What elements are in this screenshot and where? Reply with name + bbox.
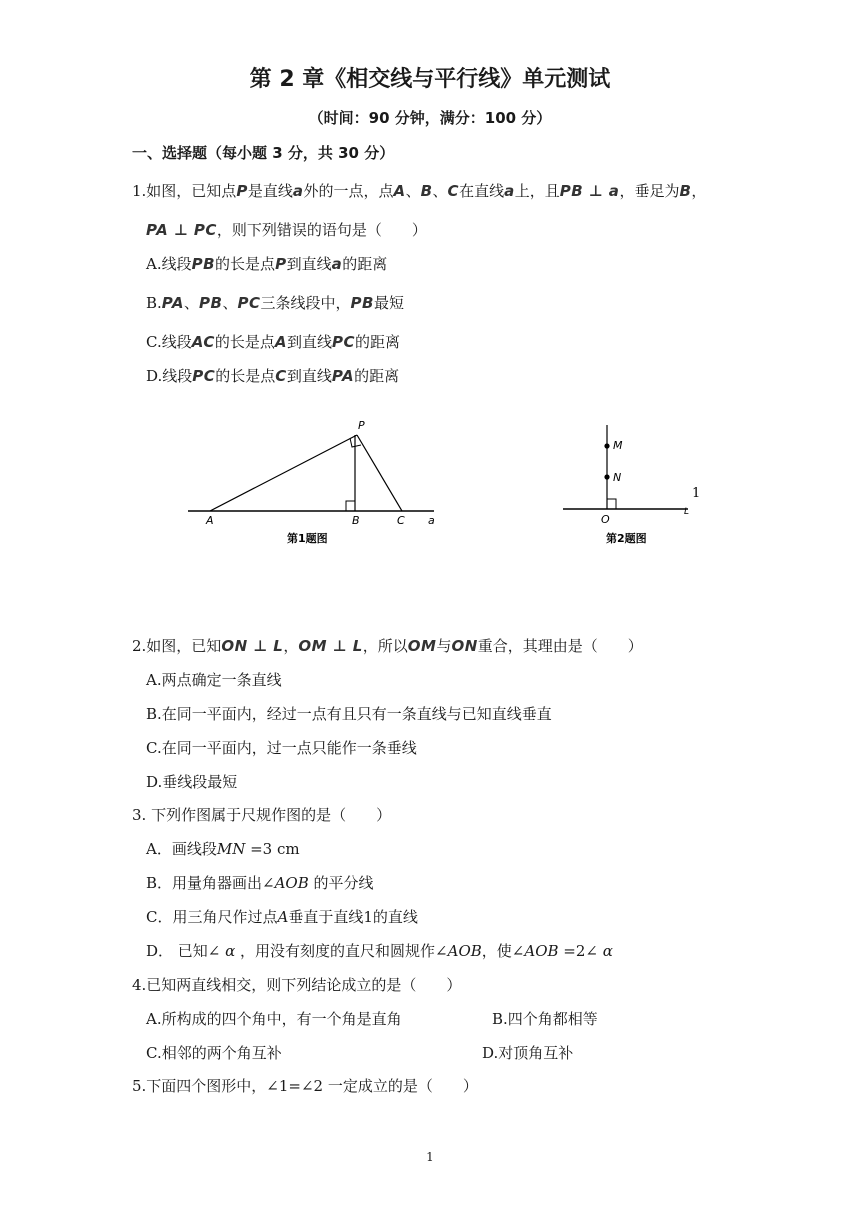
point-m-label: M — [613, 439, 623, 452]
question-1-line-2: PA ⊥ PC，则下列错误的语句是（ ） — [146, 221, 427, 239]
question-5-stem: 5.下面四个图形中，∠1=∠2 一定成立的是（ ） — [132, 1077, 478, 1095]
question-2-option-a: A.两点确定一条直线 — [146, 671, 282, 689]
figure-1-caption: 第1题图 — [287, 532, 328, 545]
question-1-option-c: C.线段AC的长是点A到直线PC的距离 — [146, 333, 401, 351]
point-c-label: C — [397, 514, 405, 527]
question-4-stem: 4.已知两直线相交，则下列结论成立的是（ ） — [132, 976, 462, 994]
figure-2-line-number: 1 — [692, 486, 701, 501]
question-4-option-c: C.相邻的两个角互补 — [146, 1044, 282, 1062]
line-l-label: L — [684, 507, 690, 517]
question-3-option-a: A．画线段MN =3 cm — [146, 840, 300, 858]
figure-1-diagram — [180, 415, 450, 550]
question-3-option-c: C．用三角尺作过点A垂直于直线1的直线 — [146, 908, 418, 926]
question-2-option-c: C.在同一平面内，过一点只能作一条垂线 — [146, 739, 417, 757]
point-b-label: B — [352, 514, 360, 527]
exam-info: （时间：90 分钟，满分：100 分） — [308, 109, 552, 127]
section-heading: 一、选择题（每小题 3 分，共 30 分） — [132, 144, 395, 162]
question-2-option-b: B.在同一平面内，经过一点有且只有一条直线与已知直线垂直 — [146, 705, 552, 723]
question-4-option-b: B.四个角都相等 — [492, 1010, 598, 1028]
point-a-label: A — [206, 514, 214, 527]
question-1-option-b: B.PA、PB、PC三条线段中，PB最短 — [146, 294, 404, 312]
figure-2-caption: 第2题图 — [606, 532, 647, 545]
question-4-option-d: D.对顶角互补 — [482, 1044, 574, 1062]
question-1-option-d: D.线段PC的长是点C到直线PA的距离 — [146, 367, 400, 385]
question-2-stem: 2.如图，已知ON ⊥ L，OM ⊥ L，所以OM与ON重合，其理由是（ ） — [132, 637, 643, 655]
question-1-line-1: 1.如图，已知点P是直线a外的一点，点A、B、C在直线a上，且PB ⊥ a，垂足为B， — [132, 182, 707, 200]
page-title: 第 2 章《相交线与平行线》单元测试 — [249, 67, 611, 92]
question-4-option-a: A.所构成的四个角中，有一个角是直角 — [146, 1010, 402, 1028]
figure-2-diagram — [558, 415, 708, 550]
point-n-label: N — [613, 471, 622, 484]
point-p-label: P — [358, 419, 365, 432]
page-number: 1 — [426, 1150, 434, 1164]
question-3-option-b: B．用量角器画出∠AOB 的平分线 — [146, 874, 374, 892]
question-3-stem: 3. 下列作图属于尺规作图的是（ ） — [132, 806, 392, 824]
line-a-label: a — [428, 514, 435, 527]
question-1-option-a: A.线段PB的长是点P到直线a的距离 — [146, 255, 388, 273]
question-3-option-d: D． 已知∠ α ，用没有刻度的直尺和圆规作∠AOB，使∠AOB =2∠ α — [146, 942, 613, 960]
point-o-label: O — [601, 513, 610, 526]
question-2-option-d: D.垂线段最短 — [146, 773, 238, 791]
